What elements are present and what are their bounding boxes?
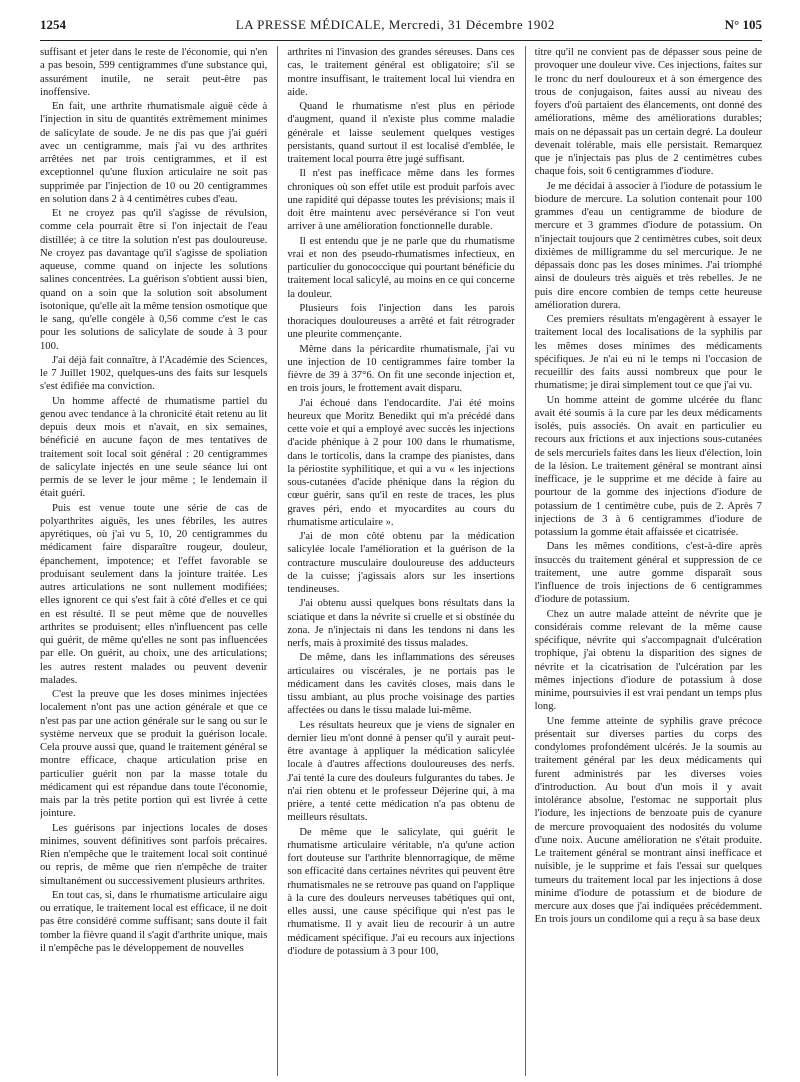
- column-2: [277, 46, 514, 1076]
- paragraph: Les guérisons par injections locales de doses minimes, souvent définitives sont parfois précaires. Rien n'empêche que le traitement local soit continué ou repris, de même que rien n'empêche de traiter simultanément ou successivement plusieurs arthrites.: [40, 822, 268, 887]
- paragraph: Une femme atteinte de syphilis grave précoce présentait sur diverses parties du corps des condylomes profondément ulcérés. Je la soumis au traitement général par les deux médicaments qui furent administrés par les diverses voies d'introduction. Au bout d'un mois il y avait intolérance absolue, l'estomac ne supportait plus l'iodure, les injections de benzoate puis de cyanure de mercure provoquaient des nodosités du volume d'une noix. Aucune amélioration ne s'était produite. Le traitement général se montrant ainsi inefficace et nuisible, je le supprime et fais l'essai sur quelques tumeurs du traitement local par les injections à dose minime d'iodure de potassium et de biodure de mercure aux doses que j'ai indiquées précédemment. En trois jours un condilome qui a reçu à sa base deux: [534, 715, 762, 926]
- paragraph: Chez un autre malade atteint de névrite que je considérais comme relevant de la même cause spécifique, névrite qui s'accompagnait d'ulcération trophique, j'ai obtenu la disparition des signes de névrite et la cicatrisation de l'ulcération par les mêmes injections d'iodure de potassium à dose minime, poursuivies il est vrai pendant un temps plus long.: [534, 608, 762, 713]
- paragraph: Plusieurs fois l'injection dans les parois thoraciques douloureuses a arrêté et fait rétrograder une pleurite commençante.: [287, 302, 515, 341]
- paragraph: suffisant et jeter dans le reste de l'économie, qui n'en a pas besoin, 599 centigrammes d'une substance qui, assurément inutile, ne serait peut-être pas inoffensive.: [40, 47, 268, 98]
- paragraph: De même, dans les inflammations des séreuses articulaires ou viscérales, je ne portais pas le médicament dans les cavités closes, mais dans le tissu ambiant, au plus proche voisinage des parties affectées ou dans le tissu malade lui-même.: [287, 652, 515, 717]
- paragraph: J'ai échoué dans l'endocardite. J'ai été moins heureux que Moritz Benedikt qui m'a précédé dans cette voie et qui a employé avec succès les injections d'acide phénique à 2 pour 100 dans le rhumatisme, dans le torticolis, dans la crampe des pianistes, dans la périostite syphilitique, et qui a vu « les injections sous-cutanées d'acide phénique dans la région du cœur guérir, sans qu'il en reste de traces, les plus graves péri, endo et myocardites au cours du rhumatisme articulaire ».: [287, 397, 515, 528]
- paragraph: Puis est venue toute une série de cas de polyarthrites aiguës, les unes fébriles, les autres apyrétiques, où j'ai vu 5, 10, 20 centigrammes du médicament faire disparaître rougeur, douleur, épanchement, impotence; et l'effet favorable se produisant seulement dans la jointure traitée. Les autres articulations ne sont nullement modifiées; elles ignorent ce qui s'est fait à côté d'elles et ce qui en est résulté. Il se peut même que de nouvelles arthrites se produisent; elles n'influencent pas celle qui guérit, de même qu'elles ne sont pas influencées par elle. On guérit, au choix, une des articulations; les autres restent malades ou peuvent devenir malades.: [40, 502, 268, 686]
- paragraph: C'est la preuve que les doses minimes injectées localement n'ont pas une action générale et que ce n'est pas par une action générale sur le sang ou sur le système nerveux que se produit la guérison locale. Cela prouve aussi que, quand le traitement général se montre efficace, chaque articulation prise en particulier guérit non par la masse totale du médicament qui est répandue dans toute l'économie, mais par la très petite portion qui est livrée à cette jointure.: [40, 689, 268, 820]
- article-columns: [40, 46, 762, 1076]
- paragraph: Il n'est pas inefficace même dans les formes chroniques où son effet utile est produit parfois avec une rapidité qui dépasse toutes les prévisions; mais il doit être maintenu avec persévérance si l'on veut arriver à une amélioration fonctionnelle durable.: [287, 168, 515, 233]
- paragraph: Les résultats heureux que je viens de signaler en dernier lieu m'ont donné à penser qu'il y aurait peut-être avantage à appliquer la médication salicylée locale à d'autres affections douloureuses des nerfs. J'ai tenté la cure des douleurs fulgurantes du tabes. Je n'ai rien obtenu et le professeur Déjerine qui, à ma prière, a tenté cette médication n'a pas obtenu de meilleurs résultats.: [287, 719, 515, 824]
- paragraph: Ces premiers résultats m'engagèrent à essayer le traitement local des localisations de la syphilis par les mêmes doses minimes des médicaments spécifiques. Je n'ai eu ni le temps ni l'occasion de recueillir des faits aussi nombreux que pour le rhumatisme; je dirai simplement tout ce que j'ai vu.: [534, 314, 762, 392]
- paragraph: Je me décidai à associer à l'iodure de potassium le biodure de mercure. La solution contenait pour 100 grammes d'eau un centigramme de biodure de mercure et 3 grammes d'iodure de potassium. On n'injectait toujours que 2 centimètres cubes, soit deux dixièmes de milligramme du sel mercurique. Je ne dépassais donc pas les doses minimes. J'ai triomphé ainsi de douleurs très aiguës et très rebelles. Je ne puis dire encore combien de temps cette heureuse amélioration durera.: [534, 180, 762, 311]
- publication-line: LA PRESSE MÉDICALE, Mercredi, 31 Décembre 1902: [235, 17, 555, 32]
- paragraph: Quand le rhumatisme n'est plus en période d'augment, quand il n'existe plus comme maladie générale et laisse seulement quelques vestiges persistants, quand surtout il est localisé d'emblée, le traitement local pourra être jugé suffisant.: [287, 101, 515, 165]
- issue-number: N° 105: [724, 17, 762, 32]
- column-3: [525, 46, 762, 1076]
- paragraph: Un homme affecté de rhumatisme partiel du genou avec tendance à la chronicité était retenu au lit depuis deux mois et n'avait, en six semaines, bénéficié en aucune façon de mes tentatives de traitement soit local soit général : 20 centigrammes de salicylate injectés en une seule séance lui ont permis de se lever le jour même ; le lendemain il était guéri.: [40, 395, 268, 500]
- page-number: 1254: [40, 17, 66, 32]
- paragraph: titre qu'il ne convient pas de dépasser sous peine de provoquer une douleur vive. Ces injections, faites sur le tronc du nerf douloureux et à son émergence des trous de conjugaison, faites aussi au niveau des foyers d'où partaient des élancements, ont donné des améliorations, même des améliorations durables; mais on ne dépassait pas un certain degré. La douleur devenait tolérable, mais elle persistait. Remarquez que je n'injectais pas plus de 2 centimètres cubes chaque fois, soit 6 centigrammes d'iodure.: [534, 47, 762, 178]
- column-1: [40, 46, 267, 1076]
- page-header: [40, 17, 762, 39]
- paragraph: arthrites ni l'invasion des grandes séreuses. Dans ces cas, le traitement général est obligatoire; s'il se montre insuffisant, le traitement local lui viendra en aide.: [287, 47, 515, 98]
- paragraph: J'ai déjà fait connaître, à l'Académie des Sciences, le 7 Juillet 1902, quelques-uns des faits sur lesquels s'est édifiée ma conviction.: [40, 354, 268, 393]
- paragraph: Il est entendu que je ne parle que du rhumatisme vrai et non des pseudo-rhumatismes infectieux, en particulier du gonococcique qui pourtant bénéficie du traitement local salicylé, au moins en ce qui concerne la douleur.: [287, 235, 515, 300]
- paragraph: J'ai de mon côté obtenu par la médication salicylée locale l'amélioration et la guérison de la contracture musculaire douloureuse des adducteurs de la cuisse; j'agissais alors sur les insertions tendineuses.: [287, 531, 515, 595]
- paragraph: De même que le salicylate, qui guérit le rhumatisme articulaire véritable, n'a qu'une action fort douteuse sur l'arthrite blennorragique, de même son efficacité dans certaines névrites qui peuvent être rhumatismales ne se retrouve pas quand on l'applique à la cure des douleurs nerveuses tabétiques qui ont, elles aussi, une cause spécifique qui n'est pas le rhumatisme. Il y avait lieu de recourir à un autre médicament spécifique. J'ai eu recours aux injections d'iodure de potassium à 3 pour 100,: [287, 826, 515, 957]
- paragraph: J'ai obtenu aussi quelques bons résultats dans la sciatique et dans la névrite si cruelle et si obstinée du zona. Je n'injectais ni dans les tendons ni dans les nerfs, mais à proximité des tissus malades.: [287, 598, 515, 649]
- paragraph: En fait, une arthrite rhumatismale aiguë cède à l'injection in situ de quantités extrêmement minimes de salicylate de soude. Je ne dis pas que j'ai guéri avec un centigramme, mais j'ai vu des arthrites arrêtées net par trois centigrammes, et il est exceptionnel qu'une fluxion articulaire ne soit pas supprimée par l'injection de 10 ou 20 centigrammes en solution dans 2 à 4 centimètres cubes d'eau.: [40, 101, 268, 205]
- paragraph: En tout cas, si, dans le rhumatisme articulaire aigu ou erratique, le traitement local est efficace, il ne doit pas être considéré comme suffisant; sans doute il fait tomber la fièvre quand il s'agit d'arthrite unique, mais il n'empêche pas le développement de nouvelles: [40, 889, 268, 954]
- paragraph: Dans les mêmes conditions, c'est-à-dire après insuccès du traitement général et suppression de ce traitement, une autre gomme disparaît sous l'influence de trois injections de 6 centigrammes d'iodure de potassium.: [534, 541, 762, 606]
- paragraph: Et ne croyez pas qu'il s'agisse de révulsion, comme cela pourrait être si l'on injectait de l'eau distillée; à ce titre la solution n'est pas douloureuse. Ne croyez pas davantage qu'il s'agisse de spoliation aqueuse, comme quand on injecte les solutions salines concentrées. La guérison s'obtient aussi bien, quand on a soin que la solution soit absolument isotonique, qu'elle ait la même tension osmotique que le sang, qu'elle congèle à 0,56 comme c'est le cas pour les solutions de salicylate de soude à 3 pour 100.: [40, 208, 268, 352]
- paragraph: Un homme atteint de gomme ulcérée du flanc avait été soumis à la cure par les deux médicaments isolés, puis associés. On avait en particulier eu recours aux frictions et aux injections sous-cutanées de sels mercuriels faites dans les lieux d'élection, loin de la lésion. Le traitement général se montrant ainsi inefficace, je le supprime et me décide à faire au pourtour de la gomme des injections d'iodure de potassium de 1 centimètre cube, puis de 2. Après 7 injections de 3 à 6 centigrammes d'iodure de potassium la gomme était affaissée et cicatrisée.: [534, 394, 762, 538]
- paragraph: Même dans la péricardite rhumatismale, j'ai vu une injection de 10 centigrammes faire tomber la fièvre de 39 à 37°6. On fit une seconde injection et, en trois jours, le frottement avait disparu.: [287, 343, 515, 395]
- header-rule: [40, 40, 762, 41]
